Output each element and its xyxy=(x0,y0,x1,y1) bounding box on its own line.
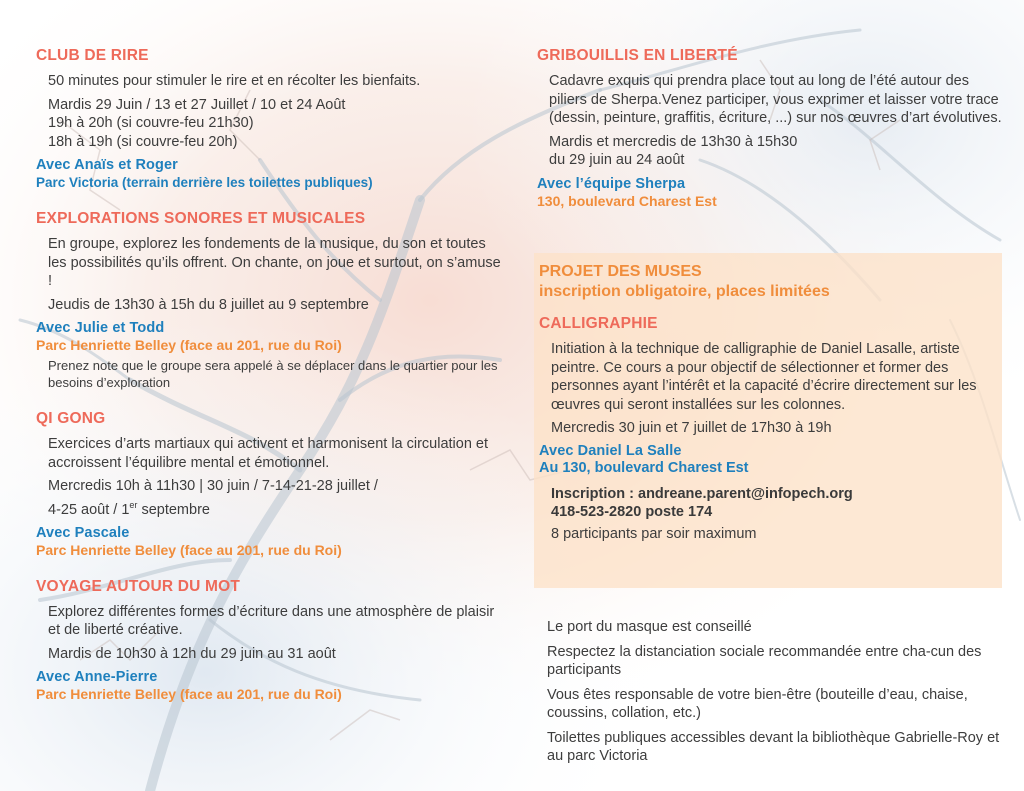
facilitator: Avec Daniel La Salle xyxy=(539,442,682,459)
location: 130, boulevard Charest Est xyxy=(537,192,717,209)
schedule: Mardis 29 Juin / 13 et 27 Juillet / 10 et 24 Août xyxy=(48,96,346,113)
note-item: Le port du masque est conseillé xyxy=(547,619,752,635)
note-item: Toilettes publiques accessibles devant la bibliothèque Gabrielle-Roy et au parc Victoria xyxy=(547,729,1000,764)
facilitator: Avec Anaïs et Roger xyxy=(36,157,178,173)
location: Au 130, boulevard Charest Est xyxy=(539,459,749,476)
schedule-time: 18h à 19h (si couvre-feu 20h) xyxy=(48,133,238,150)
explorations-section xyxy=(36,209,506,391)
gribouillis-section xyxy=(537,46,1007,210)
ordinal-suffix: er xyxy=(129,499,138,510)
location: Parc Henriette Belley (face au 201, rue du Roi) xyxy=(36,686,342,703)
calligraphie-title: CALLIGRAPHIE xyxy=(539,315,658,332)
schedule xyxy=(48,477,506,519)
left-column xyxy=(36,46,506,721)
notes-list xyxy=(547,618,1002,772)
description: Exercices d’arts martiaux qui activent et harmonisent la circulation et accroissent l’équilibre mental et émotionnel. xyxy=(48,436,489,471)
description: En groupe, explorez les fondements de la musique, du son et toutes les possibilités qu’ils offrent. On chante, on joue et surtout, on s’amuse ! xyxy=(48,236,501,289)
location: Parc Victoria (terrain derrière les toilettes publiques) xyxy=(36,175,373,190)
description: Initiation à la technique de calligraphie de Daniel Lasalle, artiste peintre. Ce cours a pour objectif de sélectionner et former des personnes ayant l’intérêt et la capacité d’écrire directement sur les œuvres qui seront installées sur les colonnes. xyxy=(551,341,977,413)
inscription-phone: 418-523-2820 poste 174 xyxy=(551,503,713,520)
facilitator: Avec Julie et Todd xyxy=(36,320,165,336)
facilitator: Avec Anne-Pierre xyxy=(36,669,158,686)
section-title: GRIBOUILLIS EN LIBERTÉ xyxy=(537,47,738,64)
schedule: Jeudis de 13h30 à 15h du 8 juillet au 9 septembre xyxy=(48,296,369,313)
description: Cadavre exquis qui prendra place tout au long de l’été autour des piliers de Sherpa.Venez participer, vous exprimer et laisser votre trace (dessin, peinture, graffitis, écriture, ...) sur nos œuvres d’art évolutives. xyxy=(549,73,1002,126)
voyage-section xyxy=(36,577,506,704)
projet-des-muses xyxy=(539,262,999,548)
qigong-section xyxy=(36,409,506,559)
muses-title: PROJET DES MUSES xyxy=(539,263,702,280)
location: Parc Henriette Belley (face au 201, rue du Roi) xyxy=(36,541,342,558)
facilitator: Avec l’équipe Sherpa xyxy=(537,175,686,192)
section-title: CLUB DE RIRE xyxy=(36,47,149,64)
schedule: Mercredis 30 juin et 7 juillet de 17h30 à 19h xyxy=(551,420,832,436)
description: 50 minutes pour stimuler le rire et en récolter les bienfaits. xyxy=(48,73,421,89)
note-item: Vous êtes responsable de votre bien-être (bouteille d’eau, chaise, coussins, collation, etc.) xyxy=(547,686,968,721)
schedule: du 29 juin au 24 août xyxy=(549,152,685,168)
facilitator: Avec Pascale xyxy=(36,524,130,541)
section-title: QI GONG xyxy=(36,410,106,427)
muses-subtitle: inscription obligatoire, places limitées xyxy=(539,283,830,300)
inscription-email: Inscription : andreane.parent@infopech.org xyxy=(551,485,853,502)
schedule-line: 4-25 août / 1 xyxy=(48,501,130,518)
schedule-line: septembre xyxy=(137,501,210,518)
right-column xyxy=(537,46,1007,228)
schedule: Mardis et mercredis de 13h30 à 15h30 xyxy=(549,133,798,150)
club-de-rire-section xyxy=(36,46,506,191)
schedule-time: 19h à 20h (si couvre-feu 21h30) xyxy=(48,115,254,131)
note-item: Respectez la distanciation sociale recommandée entre cha-cun des participants xyxy=(547,643,982,678)
capacity: 8 participants par soir maximum xyxy=(551,525,757,542)
schedule: Mardis de 10h30 à 12h du 29 juin au 31 août xyxy=(48,645,336,662)
location: Parc Henriette Belley (face au 201, rue du Roi) xyxy=(36,337,342,353)
section-title: VOYAGE AUTOUR DU MOT xyxy=(36,577,241,595)
schedule-line: Mercredis 10h à 11h30 | 30 juin / 7-14-21-28 juillet / xyxy=(48,478,378,494)
description: Explorez différentes formes d’écriture dans une atmosphère de plaisir et de liberté créative. xyxy=(48,603,495,639)
section-title: EXPLORATIONS SONORES ET MUSICALES xyxy=(36,210,366,227)
note: Prenez note que le groupe sera appelé à se déplacer dans le quartier pour les besoins d’exploration xyxy=(48,358,498,390)
